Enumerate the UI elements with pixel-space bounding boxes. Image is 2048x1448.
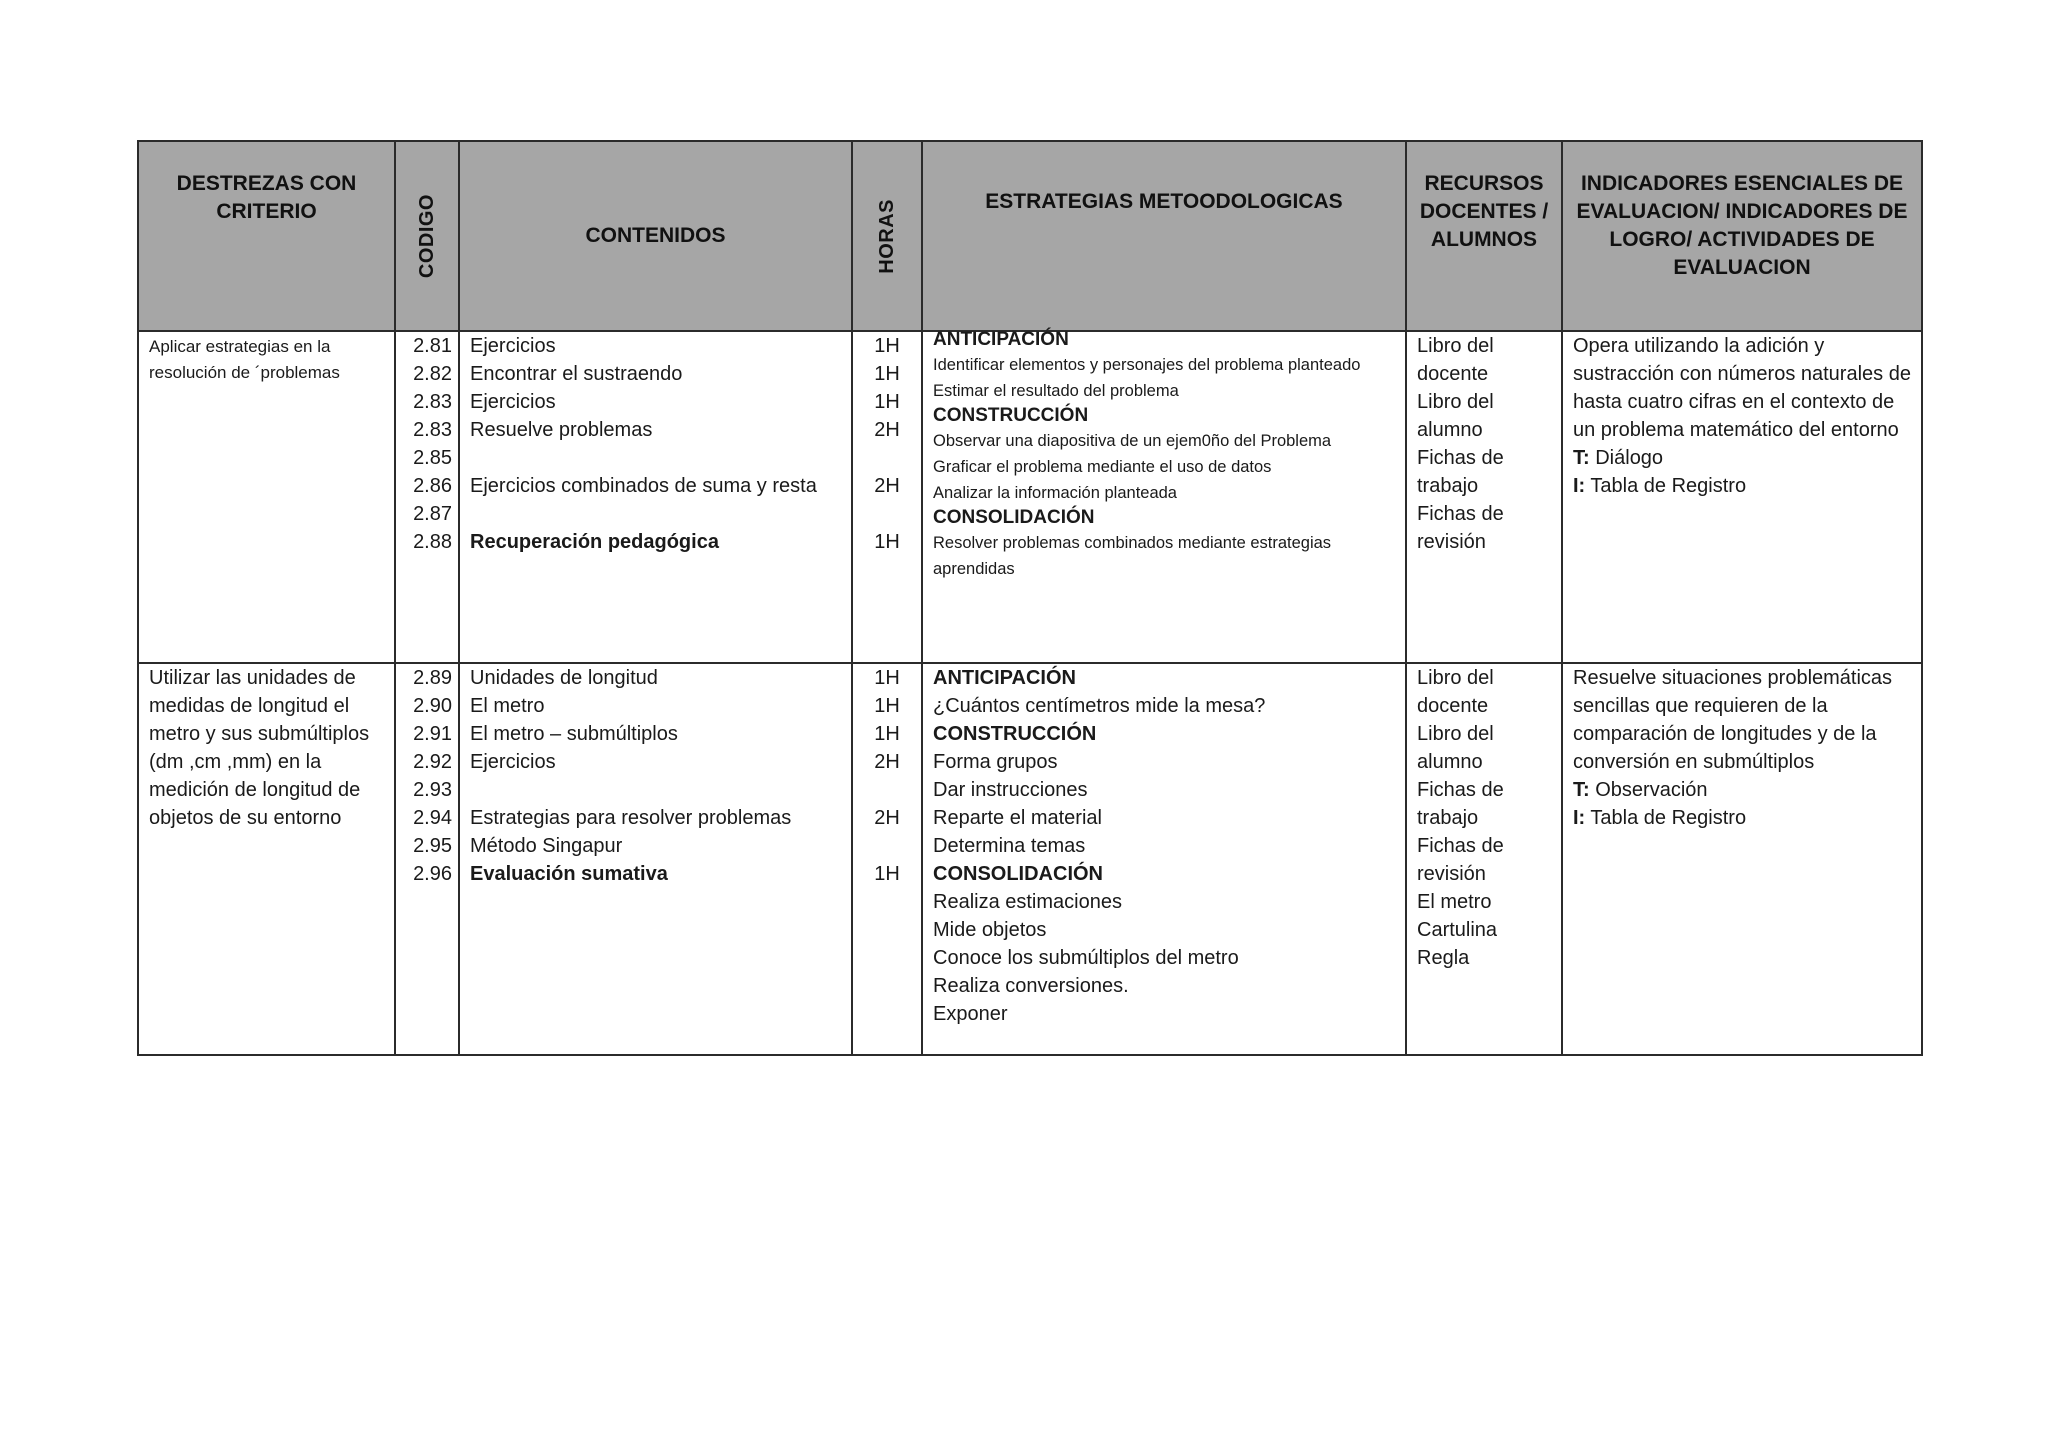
horas-list (853, 332, 921, 556)
contenido-item: Unidades de longitud (470, 667, 658, 689)
anticipacion-title: ANTICIPACIÓN (933, 667, 1076, 689)
header-destrezas-text: DESTREZAS CON CRITERIO (176, 172, 357, 223)
header-contenidos (459, 141, 852, 331)
tecnica-line (1573, 776, 1911, 804)
indicadores-cell (1562, 663, 1922, 1055)
contenidos-cell (459, 663, 852, 1055)
contenido-item: Ejercicios (470, 335, 556, 357)
indicador-text: Resuelve situaciones problemáticas sencillas que requieren de la comparación de longitudes y de la conversión en submúltiplos (1573, 667, 1893, 773)
header-codigo-text: CODIGO (416, 193, 438, 279)
contenido-item: Estrategias para resolver problemas (470, 807, 792, 829)
codigo-item: 2.93 (413, 779, 452, 801)
hora-item: 2H (874, 751, 900, 773)
destreza-text: Utilizar las unidades de medidas de longitud el metro y sus submúltiplos (dm ,cm ,mm) en la medición de longitud de objetos de su entorno (149, 667, 370, 829)
indicadores-cell (1562, 331, 1922, 663)
estrategia-item: Estimar el resultado del problema (933, 382, 1179, 400)
hora-item: 1H (874, 723, 900, 745)
horas-list (853, 664, 921, 888)
codigo-list (396, 332, 458, 556)
tecnica-value: Observación (1595, 779, 1708, 801)
horas-cell (852, 331, 922, 663)
consolidacion-title: CONSOLIDACIÓN (933, 863, 1103, 885)
codigo-list (396, 664, 458, 888)
contenidos-cell (459, 331, 852, 663)
contenido-item: El metro – submúltiplos (470, 723, 678, 745)
spacer (470, 776, 841, 804)
estrategias-list (923, 664, 1405, 1028)
hora-item: 1H (874, 863, 900, 885)
recurso-item: Fichas de trabajo (1417, 447, 1504, 497)
header-horas (852, 141, 922, 331)
recursos-cell (1406, 663, 1562, 1055)
recurso-item: Fichas de revisión (1417, 503, 1504, 553)
codigo-item: 2.81 (413, 335, 452, 357)
recursos-list (1407, 664, 1561, 972)
codigo-item: 2.83 (413, 391, 452, 413)
recurso-item: Libro del docente (1417, 335, 1494, 385)
header-indicadores-text: INDICADORES ESENCIALES DE EVALUACION/ INDICADORES DE LOGRO/ ACTIVIDADES DE EVALUACION (1576, 172, 1908, 279)
codigo-item: 2.92 (413, 751, 452, 773)
hora-item: 2H (874, 807, 900, 829)
estrategia-item: Resolver problemas combinados mediante estrategias aprendidas (933, 534, 1332, 578)
header-horas-text: HORAS (876, 198, 898, 274)
estrategia-item: Determina temas (933, 835, 1086, 857)
contenidos-list (460, 332, 851, 556)
table-row (138, 331, 1922, 663)
estrategia-item: Forma grupos (933, 751, 1058, 773)
tecnica-line (1573, 444, 1911, 472)
spacer (853, 776, 921, 804)
recursos-list (1407, 332, 1561, 556)
estrategia-item: Conoce los submúltiplos del metro (933, 947, 1239, 969)
contenido-item: Recuperación pedagógica (470, 531, 719, 553)
codigo-item: 2.86 (413, 475, 452, 497)
estrategia-item: Observar una diapositiva de un ejem0ño del Problema (933, 432, 1332, 450)
codigo-item: 2.91 (413, 723, 452, 745)
codigo-item: 2.83 (413, 419, 452, 441)
indicador-text: Opera utilizando la adición y sustracción con números naturales de hasta cuatro cifras en el contexto de un problema matemático del entorno (1573, 335, 1911, 441)
contenido-item: Método Singapur (470, 835, 623, 857)
destreza-text: Aplicar estrategias en la resolución de ´problemas (149, 337, 340, 382)
spacer (470, 444, 841, 472)
destreza-cell (138, 331, 395, 663)
hora-item: 1H (874, 695, 900, 717)
spacer (853, 444, 921, 472)
hora-item: 2H (874, 475, 900, 497)
estrategia-item: Realiza conversiones. (933, 975, 1129, 997)
contenido-item: Encontrar el sustraendo (470, 363, 683, 385)
header-estrategias (922, 141, 1406, 331)
estrategia-item: Graficar el problema mediante el uso de datos (933, 458, 1272, 476)
header-recursos (1406, 141, 1562, 331)
spacer (853, 832, 921, 860)
recurso-item: Fichas de revisión (1417, 835, 1504, 885)
anticipacion-title: ANTICIPACIÓN (933, 329, 1069, 350)
recurso-item: Libro del docente (1417, 667, 1494, 717)
header-estrategias-text: ESTRATEGIAS METOODOLOGICAS (985, 190, 1343, 213)
instrumento-line (1573, 472, 1911, 500)
estrategias-list (923, 328, 1405, 582)
recurso-item: El metro (1417, 891, 1492, 913)
header-recursos-text: RECURSOS DOCENTES / ALUMNOS (1419, 172, 1549, 251)
recurso-item: Fichas de trabajo (1417, 779, 1504, 829)
estrategia-item: Mide objetos (933, 919, 1047, 941)
hora-item: 1H (874, 531, 900, 553)
recurso-item: Libro del alumno (1417, 723, 1494, 773)
instrumento-value: Tabla de Registro (1590, 475, 1747, 497)
codigo-item: 2.82 (413, 363, 452, 385)
hora-item: 1H (874, 667, 900, 689)
recurso-item: Cartulina (1417, 919, 1498, 941)
construccion-title: CONSTRUCCIÓN (933, 723, 1097, 745)
codigo-item: 2.89 (413, 667, 452, 689)
tecnica-value: Diálogo (1595, 447, 1664, 469)
contenidos-list (460, 664, 851, 888)
header-codigo (395, 141, 459, 331)
hora-item: 1H (874, 363, 900, 385)
contenido-item: Resuelve problemas (470, 419, 653, 441)
codigo-item: 2.94 (413, 807, 452, 829)
destreza-cell (138, 663, 395, 1055)
contenido-item: Ejercicios (470, 391, 556, 413)
contenido-item: Ejercicios combinados de suma y resta (470, 475, 817, 497)
instrumento-label: I: (1573, 475, 1586, 497)
recursos-cell (1406, 331, 1562, 663)
indicadores-block (1563, 664, 1921, 832)
instrumento-line (1573, 804, 1911, 832)
codigo-cell (395, 663, 459, 1055)
codigo-item: 2.87 (413, 503, 452, 525)
codigo-item: 2.96 (413, 863, 452, 885)
hora-item: 1H (874, 335, 900, 357)
codigo-cell (395, 331, 459, 663)
estrategia-item: ¿Cuántos centímetros mide la mesa? (933, 695, 1266, 717)
tecnica-label: T: (1573, 447, 1590, 469)
header-contenidos-text: CONTENIDOS (585, 224, 726, 247)
tecnica-label: T: (1573, 779, 1590, 801)
codigo-item: 2.85 (413, 447, 452, 469)
codigo-item: 2.90 (413, 695, 452, 717)
spacer (470, 500, 841, 528)
consolidacion-title: CONSOLIDACIÓN (933, 507, 1095, 528)
estrategia-item: Analizar la información planteada (933, 484, 1177, 502)
horas-cell (852, 663, 922, 1055)
codigo-item: 2.88 (413, 531, 452, 553)
estrategia-item: Identificar elementos y personajes del problema planteado (933, 356, 1361, 374)
header-row (138, 141, 1922, 331)
hora-item: 1H (874, 391, 900, 413)
recurso-item: Regla (1417, 947, 1470, 969)
recurso-item: Libro del alumno (1417, 391, 1494, 441)
estrategias-cell (922, 331, 1406, 663)
instrumento-label: I: (1573, 807, 1586, 829)
instrumento-value: Tabla de Registro (1590, 807, 1747, 829)
indicadores-block (1563, 332, 1921, 500)
estrategia-item: Exponer (933, 1003, 1008, 1025)
construccion-title: CONSTRUCCIÓN (933, 405, 1089, 426)
hora-item: 2H (874, 419, 900, 441)
header-indicadores (1562, 141, 1922, 331)
table-row (138, 663, 1922, 1055)
planning-table (137, 140, 1923, 1056)
contenido-item: El metro (470, 695, 545, 717)
estrategia-item: Realiza estimaciones (933, 891, 1122, 913)
header-destrezas (138, 141, 395, 331)
contenido-item: Ejercicios (470, 751, 556, 773)
spacer (853, 500, 921, 528)
estrategia-item: Reparte el material (933, 807, 1102, 829)
contenido-item: Evaluación sumativa (470, 863, 668, 885)
codigo-item: 2.95 (413, 835, 452, 857)
estrategias-cell (922, 663, 1406, 1055)
estrategia-item: Dar instrucciones (933, 779, 1088, 801)
